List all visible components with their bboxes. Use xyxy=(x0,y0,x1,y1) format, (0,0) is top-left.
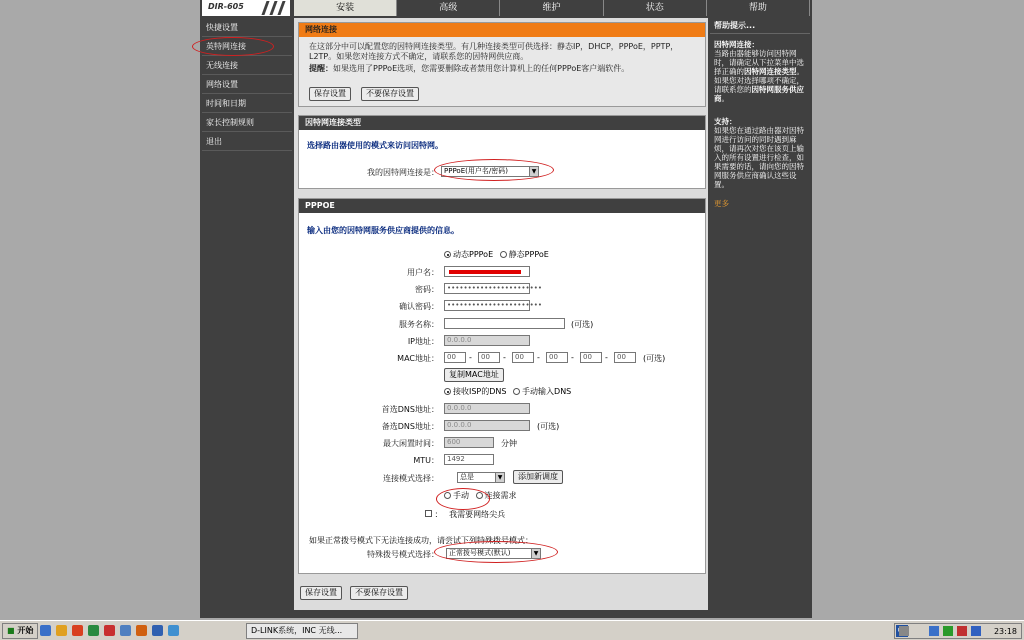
secondary-dns-label: 备选DNS地址： xyxy=(381,422,439,431)
connect-mode-select[interactable] xyxy=(457,472,505,483)
connection-type-desc: 选择路由器使用的模式来访问因特网。 xyxy=(307,141,443,150)
chevron-down-icon: ▼ xyxy=(495,473,504,482)
chat-icon[interactable] xyxy=(56,625,67,636)
dns-manual-label: 手动输入DNS xyxy=(522,387,572,396)
intro-nosave-button[interactable]: 不要保存设置 xyxy=(361,87,419,101)
radio-dns-isp[interactable] xyxy=(444,388,451,395)
security-icon[interactable] xyxy=(943,626,953,636)
keyboard-icon[interactable] xyxy=(899,626,909,636)
pppoe-title: PPPOE xyxy=(299,199,705,213)
chevron-down-icon: ▼ xyxy=(529,167,538,176)
windows-logo-icon: ■ xyxy=(7,626,15,635)
mtu-input[interactable]: 1492 xyxy=(444,454,494,465)
mac-octet-6[interactable]: 00 xyxy=(614,352,636,363)
app-icon[interactable] xyxy=(152,625,163,636)
confirm-password-label: 确认密码： xyxy=(399,302,439,311)
mac-octet-2[interactable]: 00 xyxy=(478,352,500,363)
sniff-row xyxy=(425,509,505,520)
dns-isp-label: 接收ISP的DNS xyxy=(453,387,507,396)
sidebar-item-logout[interactable]: 退出 xyxy=(202,132,292,151)
mac-octet-1[interactable]: 00 xyxy=(444,352,466,363)
intro-save-button[interactable]: 保存设置 xyxy=(309,87,351,101)
on-demand-label: 连接需求 xyxy=(484,491,517,500)
sniff-checkbox[interactable] xyxy=(425,510,432,517)
help-more-link[interactable]: 更多 xyxy=(714,199,729,208)
nosave-button[interactable]: 不要保存设置 xyxy=(350,586,408,600)
add-schedule-button[interactable]: 添加新调度 xyxy=(513,470,563,484)
intro-title: 网络连接 xyxy=(299,23,705,37)
confirm-password-input[interactable]: ••••••••••••••••••••••• xyxy=(444,300,530,311)
help-bold-part: 因特网连接类型 xyxy=(744,67,797,76)
taskbar-window-button[interactable] xyxy=(246,623,358,639)
logo-slash xyxy=(261,1,269,15)
top-tabs xyxy=(294,0,810,16)
browser-icon[interactable] xyxy=(168,625,179,636)
help-body xyxy=(710,34,810,214)
mac-octet-4[interactable]: 00 xyxy=(546,352,568,363)
secondary-dns-optional: (可选) xyxy=(537,422,560,431)
logo xyxy=(202,0,292,16)
taskbar-window-label: D-LINK系统，INC 无线... xyxy=(251,626,343,635)
special-dial-label: 特殊拨号模式选择： xyxy=(367,550,439,559)
help-text-support: 如果您在通过路由器对因特网进行访问的同时遇到麻烦，请再次对您在该页上输入的所有设置进行检查，如果需要的话，请向您的因特网服务供应商确认这些设置。 xyxy=(714,126,804,189)
manual-label: 手动 xyxy=(453,491,469,500)
help-panel xyxy=(710,18,810,610)
app-icon[interactable] xyxy=(72,625,83,636)
app-icon[interactable] xyxy=(88,625,99,636)
radio-static-pppoe[interactable] xyxy=(500,251,507,258)
connection-type-value: PPPoE(用户名/密码) xyxy=(444,167,508,175)
idle-time-label: 最大闲置时间： xyxy=(383,439,439,448)
start-label: 开始 xyxy=(17,626,34,635)
sidebar-item-quick-setup[interactable]: 快捷设置 xyxy=(202,18,292,37)
sidebar-item-wireless[interactable]: 无线连接 xyxy=(202,56,292,75)
connect-mode-value: 总是 xyxy=(460,473,474,481)
clone-mac-button[interactable]: 复制MAC地址 xyxy=(444,368,504,382)
special-dial-hint: 如果正常拨号模式下无法连接成功，请尝试下列特殊拨号模式： xyxy=(309,536,533,545)
tab-advanced[interactable]: 高级 xyxy=(397,0,500,16)
logo-slash xyxy=(269,1,277,15)
mtu-label: MTU： xyxy=(413,456,439,465)
username-label: 用户名： xyxy=(407,268,439,277)
service-name-input[interactable] xyxy=(444,318,565,329)
help-bold-part: 因特网服务供应商 xyxy=(714,85,804,103)
mac-address-label: MAC地址： xyxy=(397,354,439,363)
special-dial-select[interactable] xyxy=(446,548,541,559)
primary-dns-label: 首选DNS地址： xyxy=(381,405,439,414)
help-text-part: 。 xyxy=(721,94,729,103)
sidebar-item-internet[interactable]: 英特网连接 xyxy=(202,37,292,56)
mac-separator: - xyxy=(537,353,540,362)
dynamic-pppoe-label: 动态PPPoE xyxy=(453,250,494,259)
username-input[interactable] xyxy=(444,266,530,277)
app-icon[interactable] xyxy=(120,625,131,636)
taskbar xyxy=(0,620,1024,640)
volume-icon[interactable] xyxy=(957,626,967,636)
radio-dns-manual[interactable] xyxy=(513,388,520,395)
dns-mode-group xyxy=(444,386,571,397)
chevron-down-icon: ▼ xyxy=(531,549,540,558)
special-dial-value: 正常拨号模式(默认) xyxy=(449,549,511,557)
intro-note xyxy=(309,64,697,74)
intro-note-bold: 提醒： xyxy=(309,64,333,73)
connection-type-label: 我的因特网连接是： xyxy=(367,168,439,177)
pppoe-desc: 输入由您的因特网服务供应商提供的信息。 xyxy=(307,226,459,235)
tab-status[interactable]: 状态 xyxy=(604,0,707,16)
mac-octet-3[interactable]: 00 xyxy=(512,352,534,363)
connect-mode-label: 连接模式选择： xyxy=(383,474,439,483)
app-icon[interactable] xyxy=(136,625,147,636)
intro-note-text: 如果选用了PPPoE选项，您需要删除或者禁用您计算机上的任何PPPoE客户端软件。 xyxy=(333,64,630,73)
sidebar-item-parental[interactable]: 家长控制规则 xyxy=(202,113,292,132)
mac-octet-5[interactable]: 00 xyxy=(580,352,602,363)
idle-time-input[interactable]: 600 xyxy=(444,437,494,448)
mac-separator: - xyxy=(571,353,574,362)
save-button[interactable]: 保存设置 xyxy=(300,586,342,600)
primary-dns-input[interactable]: 0.0.0.0 xyxy=(444,403,530,414)
radio-manual[interactable] xyxy=(444,492,451,499)
intro-description: 在这部分中可以配置您的因特网连接类型。有几种连接类型可供选择：静态IP，DHCP，PPPoE，PPTP，L2TP。如果您对连接方式不确定，请联系您的因特网供应商。 xyxy=(309,42,679,61)
radio-on-demand[interactable] xyxy=(476,492,483,499)
logo-text: DIR-605 xyxy=(208,2,244,11)
ip-address-input[interactable]: 0.0.0.0 xyxy=(444,335,530,346)
sniff-label: 我需要网络尖兵 xyxy=(449,510,506,519)
help-heading-internet: 因特网连接： xyxy=(714,40,759,49)
main-content xyxy=(294,18,708,610)
password-label: 密码： xyxy=(415,285,439,294)
tab-setup[interactable]: 安装 xyxy=(294,0,397,16)
help-title: 帮助提示... xyxy=(710,18,810,34)
intro-section xyxy=(298,22,706,107)
intro-text xyxy=(299,37,705,74)
mac-optional: (可选) xyxy=(643,354,666,363)
idle-time-unit: 分钟 xyxy=(501,439,517,448)
connection-type-title: 因特网连接类型 xyxy=(299,116,705,130)
network-icon[interactable] xyxy=(929,626,939,636)
connect-option-group xyxy=(444,490,517,501)
radio-dynamic-pppoe[interactable] xyxy=(444,251,451,258)
sniff-colon: ： xyxy=(434,510,443,519)
ip-address-label: IP地址： xyxy=(407,337,439,346)
mac-separator: - xyxy=(605,353,608,362)
redacted-username xyxy=(449,270,521,274)
sidebar-item-time[interactable]: 时间和日期 xyxy=(202,94,292,113)
start-button[interactable] xyxy=(2,623,38,639)
pppoe-section xyxy=(298,198,706,574)
logo-slash xyxy=(277,1,285,15)
sidebar-item-network[interactable]: 网络设置 xyxy=(202,75,292,94)
mac-separator: - xyxy=(469,353,472,362)
browser-icon[interactable] xyxy=(40,625,51,636)
service-name-label: 服务名称： xyxy=(399,320,439,329)
service-optional: (可选) xyxy=(571,320,594,329)
system-tray xyxy=(894,623,1022,639)
shield-icon[interactable] xyxy=(971,626,981,636)
static-pppoe-label: 静态PPPoE xyxy=(508,250,549,259)
help-text-internet xyxy=(714,49,806,103)
tab-help[interactable]: 帮助 xyxy=(707,0,810,16)
mac-separator: - xyxy=(503,353,506,362)
help-text-part: 当路由器能够访问因特网时，请确定从下拉菜单中选择正确的 xyxy=(714,49,804,76)
connection-type-select[interactable] xyxy=(441,166,539,177)
app-icon[interactable] xyxy=(104,625,115,636)
clock: 23:18 xyxy=(993,627,1017,636)
help-heading-support: 支持： xyxy=(714,117,737,126)
password-input[interactable]: ••••••••••••••••••••••• xyxy=(444,283,530,294)
tab-maintenance[interactable]: 维护 xyxy=(500,0,603,16)
connection-type-section xyxy=(298,115,706,189)
sidebar xyxy=(202,18,292,151)
help-text-part: 。如果您对选择哪项不确定，请联系您的 xyxy=(714,67,804,94)
secondary-dns-input[interactable]: 0.0.0.0 xyxy=(444,420,530,431)
pppoe-mode-group xyxy=(444,249,549,260)
